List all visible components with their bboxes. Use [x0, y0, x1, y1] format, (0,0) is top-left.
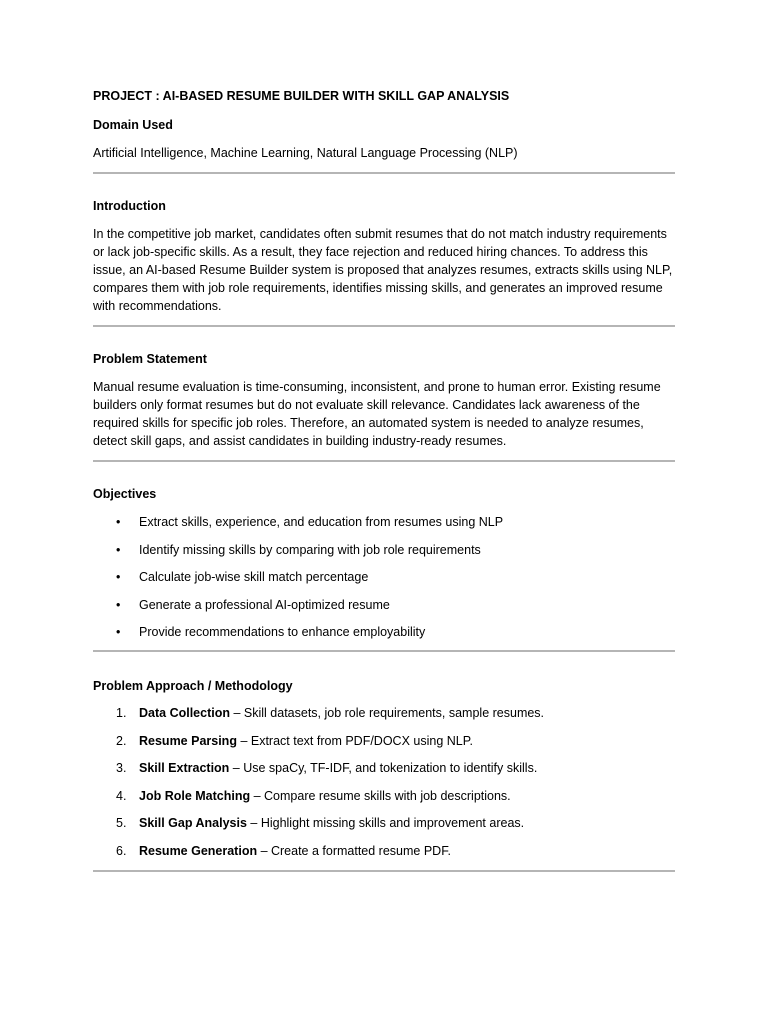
list-item — [93, 760, 675, 776]
bullet-marker: • — [116, 515, 121, 529]
list-item — [93, 843, 675, 859]
step-term: Data Collection — [139, 706, 230, 720]
problem-statement-section — [93, 351, 675, 450]
step-number: 4. — [116, 788, 127, 803]
step-description: – Skill datasets, job role requirements, sample resumes. — [230, 706, 545, 720]
objective-text: Extract skills, experience, and education from resumes using NLP — [139, 515, 504, 529]
document-content — [93, 88, 675, 872]
objective-text: Generate a professional AI-optimized resume — [139, 597, 390, 612]
list-item — [93, 542, 675, 558]
list-item — [93, 597, 675, 613]
list-item — [93, 733, 675, 749]
step-term: Skill Gap Analysis — [139, 816, 247, 830]
step-number: 5. — [116, 816, 127, 830]
objectives-heading: Objectives — [93, 487, 157, 501]
methodology-list — [93, 705, 675, 859]
bullet-marker: • — [116, 625, 121, 639]
bullet-marker: • — [116, 597, 121, 612]
section-divider — [93, 172, 675, 174]
bullet-marker: • — [116, 542, 121, 557]
step-description: – Compare resume skills with job descriptions. — [250, 788, 511, 803]
bullet-marker: • — [116, 570, 121, 584]
objective-text: Calculate job-wise skill match percentage — [139, 570, 369, 584]
step-term: Resume Parsing — [139, 733, 237, 748]
section-divider — [93, 460, 675, 462]
list-item — [93, 514, 675, 530]
section-divider — [93, 870, 675, 872]
step-number: 2. — [116, 733, 127, 748]
step-description: – Create a formatted resume PDF. — [257, 843, 451, 858]
introduction-text: In the competitive job market, candidates often submit resumes that do not match industry requirements or lack job-specific skills. As a result, they face rejection and reduced hiring chances. To address this issue, an AI-based Resume Builder system is proposed that analyzes resumes, extracts skills using NLP, compares them with job role requirements, identifies missing skills, and generates an improved resume with recommendations. — [93, 227, 673, 313]
step-term: Resume Generation — [139, 843, 258, 858]
list-item — [93, 788, 675, 804]
objectives-section — [93, 486, 675, 640]
step-description: – Highlight missing skills and improvement areas. — [246, 816, 525, 830]
objective-text: Identify missing skills by comparing with job role requirements — [139, 542, 481, 557]
step-description: – Extract text from PDF/DOCX using NLP. — [236, 733, 473, 748]
methodology-heading: Problem Approach / Methodology — [93, 679, 293, 693]
section-divider — [93, 650, 675, 652]
objectives-list — [93, 514, 675, 640]
step-number: 3. — [116, 761, 127, 775]
step-term: Job Role Matching — [139, 788, 251, 803]
domain-heading: Domain Used — [93, 118, 173, 132]
list-item — [93, 815, 675, 831]
step-description: – Use spaCy, TF-IDF, and tokenization to identify skills. — [229, 761, 538, 775]
step-number: 6. — [116, 843, 127, 858]
section-divider — [93, 325, 675, 327]
list-item — [93, 705, 675, 721]
introduction-section — [93, 198, 675, 315]
problem-statement-text: Manual resume evaluation is time-consuming, inconsistent, and prone to human error. Existing resume builders only format resumes but do not evaluate skill relevance. Candidates lack awareness of the required skills for specific job roles. Therefore, an automated system is needed to analyze resumes, detect skill gaps, and assist candidates in building industry-ready resumes. — [93, 380, 661, 448]
list-item — [93, 569, 675, 585]
domain-text: Artificial Intelligence, Machine Learning, Natural Language Processing (NLP) — [93, 146, 518, 160]
document-title: PROJECT : AI-BASED RESUME BUILDER WITH SKILL GAP ANALYSIS — [93, 89, 510, 103]
list-item — [93, 624, 675, 640]
introduction-heading: Introduction — [93, 199, 166, 213]
objective-text: Provide recommendations to enhance employability — [139, 625, 426, 639]
step-term: Skill Extraction — [139, 761, 230, 775]
methodology-section — [93, 678, 675, 859]
step-number: 1. — [116, 706, 127, 720]
problem-statement-heading: Problem Statement — [93, 352, 207, 366]
